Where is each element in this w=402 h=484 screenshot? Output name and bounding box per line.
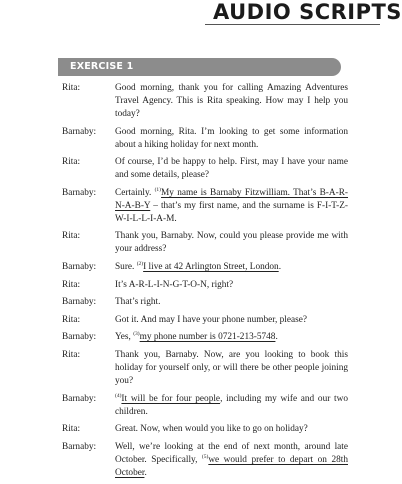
answer-highlight: My name is Barnaby Fitzwilliam. That’s B-A-R-N-A-B-Y <box>115 187 349 211</box>
spoken-line <box>115 261 348 274</box>
speaker-name: Barnaby: <box>62 297 97 308</box>
spoken-line <box>115 441 348 480</box>
dialogue-turn <box>62 156 348 182</box>
dialogue-script <box>62 82 348 484</box>
speaker-name: Rita: <box>62 83 81 93</box>
line-text: That’s right. <box>115 297 161 308</box>
speaker-name: Barnaby: <box>62 441 97 452</box>
spoken-line <box>115 126 348 152</box>
line-text: . <box>275 332 278 343</box>
speaker-name: Barnaby: <box>62 126 97 137</box>
answer-highlight: It will be for four people <box>121 393 221 404</box>
dialogue-turn <box>62 279 348 292</box>
dialogue-turn <box>62 331 348 344</box>
spoken-line <box>115 187 348 226</box>
dialogue-turn <box>62 82 348 121</box>
dialogue-turn <box>62 423 348 436</box>
spoken-line <box>115 156 348 182</box>
speaker-name: Rita: <box>62 424 81 435</box>
dialogue-turn <box>62 349 348 388</box>
speaker-name: Rita: <box>62 279 81 290</box>
line-text: It’s A-R-L-I-N-G-T-O-N, right? <box>115 279 234 290</box>
line-text: , including my wife and our two children. <box>115 393 348 417</box>
dialogue-turn <box>62 441 348 480</box>
spoken-line <box>115 331 348 344</box>
line-text: Great. Now, when would you like to go on holiday? <box>115 424 308 435</box>
page-title: AUDIO SCRIPTS <box>213 0 402 24</box>
speaker-name: Rita: <box>62 157 81 168</box>
line-text: Good morning, Rita. I’m looking to get some information about a hiking holiday for next month. <box>115 126 348 150</box>
spoken-line <box>115 423 348 436</box>
speaker-name: Barnaby: <box>62 187 97 198</box>
line-text: – that’s my first name, and the surname is F-I-T-Z-W-I-L-L-I-A-M. <box>115 200 348 224</box>
answer-highlight: I live at 42 Arlington Street, London <box>143 261 279 272</box>
exercise-label: EXERCISE 1 <box>70 61 134 72</box>
spoken-line <box>115 279 348 292</box>
spoken-line <box>115 349 348 388</box>
line-text: . <box>278 261 282 272</box>
line-text: Well, we’re looking at the end of next month, around late October. Specifically, <box>115 441 348 465</box>
speaker-name: Rita: <box>62 349 81 360</box>
dialogue-turn <box>62 261 348 274</box>
speaker-name: Rita: <box>62 231 81 242</box>
speaker-name: Barnaby: <box>62 393 97 404</box>
answer-highlight: we would prefer to depart on 28th October <box>115 454 348 478</box>
spoken-line <box>115 314 348 327</box>
speaker-name: Barnaby: <box>62 261 97 272</box>
line-text: . <box>144 467 147 478</box>
spoken-line <box>115 230 348 256</box>
dialogue-turn <box>62 296 348 309</box>
dialogue-turn <box>62 126 348 152</box>
answer-number: (2) <box>136 260 144 267</box>
exercise-banner <box>58 58 341 76</box>
answer-number: (1) <box>154 186 162 193</box>
line-text: Certainly. <box>115 187 155 198</box>
line-text: Good morning, thank you for calling Amazing Adventures Travel Agency. This is Rita speaking. How may I help you today? <box>115 83 348 119</box>
spoken-line <box>115 393 348 419</box>
answer-number: (5) <box>201 453 209 460</box>
speaker-name: Barnaby: <box>62 332 97 343</box>
line-text: Thank you, Barnaby. Now, could you please provide me with your address? <box>115 231 348 255</box>
line-text: Sure. <box>115 261 137 272</box>
answer-number: (3) <box>133 331 140 338</box>
page-header <box>205 0 400 26</box>
spoken-line <box>115 296 348 309</box>
dialogue-turn <box>62 314 348 327</box>
dialogue-turn <box>62 393 348 419</box>
line-text: Got it. And may I have your phone number, please? <box>115 314 307 325</box>
line-text: Yes, <box>115 332 134 343</box>
line-text: Thank you, Barnaby. Now, are you looking to book this holiday for yourself only, or will there be other people joining you? <box>115 349 348 386</box>
title-underline <box>205 24 380 25</box>
speaker-name: Rita: <box>62 314 81 325</box>
spoken-line <box>115 82 348 121</box>
answer-highlight: my phone number is 0721-213-5748 <box>139 332 276 343</box>
dialogue-turn <box>62 187 348 226</box>
dialogue-turn <box>62 230 348 256</box>
answer-number: (4) <box>115 392 122 399</box>
line-text: Of course, I’d be happy to help. First, may I have your name and some details, please? <box>115 157 348 181</box>
